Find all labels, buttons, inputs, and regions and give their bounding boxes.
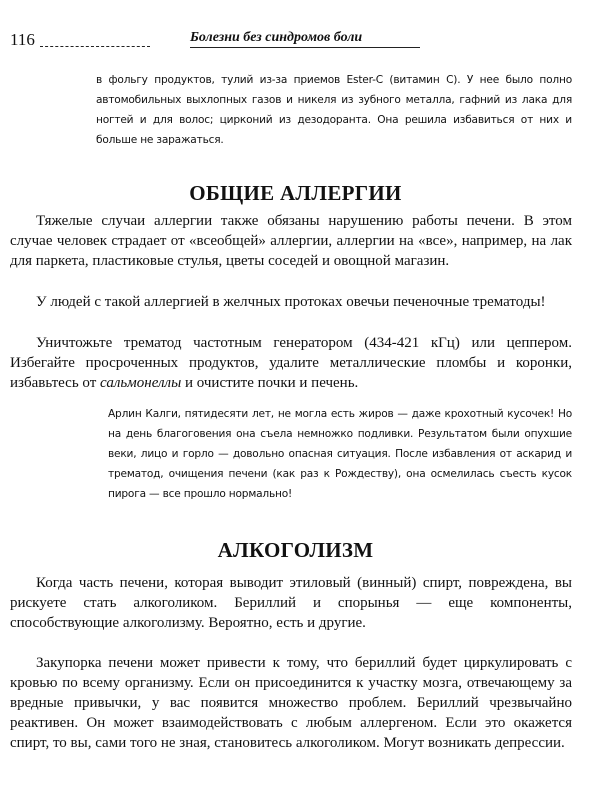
paragraph-text: и очистите почки и печень. [181,375,359,391]
paragraph-text: Уничтожьте трематод частотным генератором (434-421 кГц) или цеппером. Избегайте просроченных продуктов, удалите металлические пломбы и коронки, избавьтесь от [10,335,572,391]
paragraph: Тяжелые случаи аллергии также обязаны нарушению работы печени. В этом случае человек страдает от «всеобщей» аллергии, аллергии на «все», например, на лак для паркета, пластиковые стулья, цветы соседей и овощной магазин. [10,213,572,269]
page-number: 116 [10,30,35,49]
paragraph-treatment [10,333,572,393]
section-heading-alcoholism: АЛКОГОЛИЗМ [217,538,374,562]
italic-term: сальмонеллы [100,375,182,391]
paragraph: У людей с такой аллергией в желчных протоках овечьи печеночные трематоды! [36,294,546,310]
section-heading-allergies: ОБЩИЕ АЛЛЕРГИИ [189,181,402,205]
paragraph: Закупорка печени может привести к тому, что бериллий будет циркулировать с кровью по всему организму. Если он присоединится к участку мозга, отвечающему за вредные привычки, у вас появится множество проблем. Бериллий чрезвычайно реактивен. Он может взаимодействовать с любым аллергеном. Если это окажется спирт, то вы, сами того не зная, становитесь алкоголиком. Могут возникать депрессии. [10,655,572,751]
header-rule [40,46,150,47]
running-title: Болезни без синдромов боли [190,30,420,48]
running-header [10,30,570,54]
paragraph: Когда часть печени, которая выводит этиловый (винный) спирт, повреждена, вы рискуете стать алкоголиком. Бериллий и спорынья — еще компоненты, способствующие алкоголизму. Вероятно, есть и другие. [10,575,572,631]
intro-quote: в фольгу продуктов, тулий из-за приемов Ester-C (витамин С). У нее было полно автомобильных выхлопных газов и никеля из зубного металла, гафний из лака для ногтей и для волос; цирконий из дезодоранта. Она решила избавиться от них и больше не заражаться. [96,74,572,146]
case-quote: Арлин Калги, пятидесяти лет, не могла есть жиров — даже крохотный кусочек! Но на день благоговения она съела немножко подливки. Результатом были опухшие веки, лицо и горло — довольно опасная ситуация. После избавления от аскарид и трематод, очищения печени (как раз к Рождеству), она осмелилась съесть кусок пирога — все прошло нормально! [108,408,572,500]
